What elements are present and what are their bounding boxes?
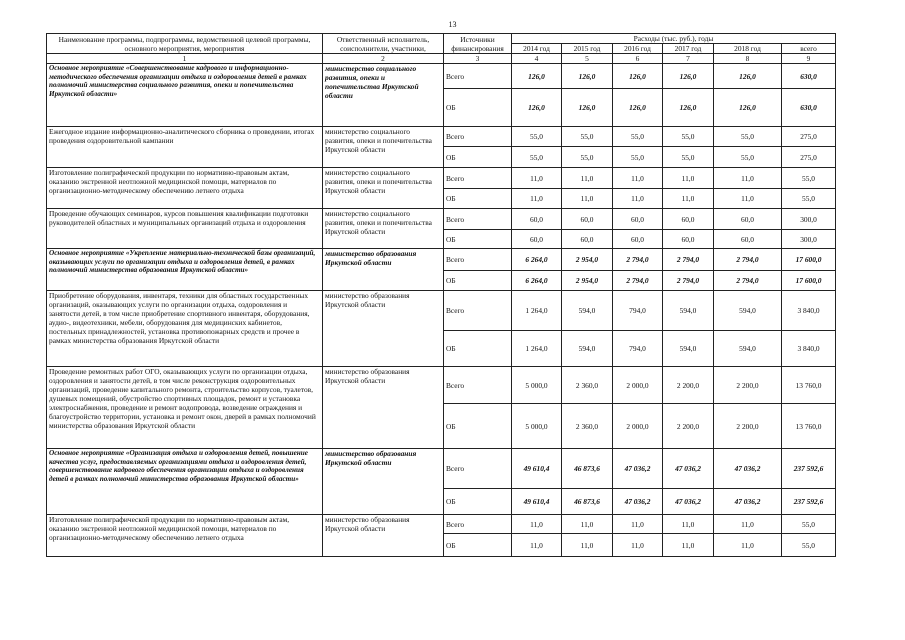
table-row: [47, 515, 836, 534]
year-value: 594,0: [663, 291, 714, 331]
total-value: 275,0: [782, 147, 836, 168]
table-row: [47, 449, 836, 489]
year-value: 11,0: [512, 189, 562, 209]
activity-name: Приобретение оборудования, инвентаря, техники для областных государственных организаций, оказывающих услуги по организации отдыха, оздоровления и занятости детей, в том числе приобретение спортивного инвентаря, оборудования, аудио-, видеотехники, мебели, оборудования для медицинских кабинетов, постельных принадлежностей, установка противопожарных средств и прочее в рамках министерства образования Иркутской области: [47, 291, 323, 367]
year-value: 47 036,2: [613, 449, 663, 489]
column-index-row: [47, 54, 836, 64]
header-row-top: [47, 34, 836, 44]
column-index: 5: [562, 54, 613, 64]
column-index: 7: [663, 54, 714, 64]
year-value: 11,0: [512, 168, 562, 189]
funding-source: Всего: [444, 64, 512, 89]
year-value: 2 954,0: [562, 249, 613, 271]
year-value: 60,0: [714, 209, 782, 230]
year-value: 60,0: [512, 209, 562, 230]
year-value: 126,0: [613, 89, 663, 127]
activity-name: Проведение обучающих семинаров, курсов повышения квалификации подготовки руководителей областных и муниципальных организаций отдыха и оздоровления: [47, 209, 323, 249]
year-value: 60,0: [613, 230, 663, 249]
executor: министерство образования Иркутской области: [323, 367, 444, 449]
year-value: 46 873,6: [562, 449, 613, 489]
header-year: 2017 год: [663, 44, 714, 54]
column-index: 9: [782, 54, 836, 64]
activity-name: Изготовление полиграфической продукции по нормативно-правовым актам, оказанию экстренной неотложной медицинской помощи, материалов по организационно-методическому обеспечению летнего отдыха: [47, 168, 323, 209]
year-value: 1 264,0: [512, 291, 562, 331]
year-value: 47 036,2: [714, 449, 782, 489]
year-value: 2 954,0: [562, 271, 613, 291]
year-value: 49 610,4: [512, 489, 562, 515]
year-value: 60,0: [613, 209, 663, 230]
year-value: 11,0: [663, 189, 714, 209]
funding-source: ОБ: [444, 331, 512, 367]
header-name: Наименование программы, подпрограммы, ведомственной целевой программы, основного мероприятия, мероприятия: [47, 34, 323, 54]
year-value: 47 036,2: [613, 489, 663, 515]
budget-table: [46, 33, 836, 557]
year-value: 11,0: [714, 515, 782, 534]
year-value: 11,0: [663, 168, 714, 189]
year-value: 11,0: [613, 515, 663, 534]
year-value: 2 200,0: [714, 404, 782, 449]
table-row: [47, 64, 836, 89]
funding-source: ОБ: [444, 534, 512, 557]
funding-source: ОБ: [444, 404, 512, 449]
executor: министерство образования Иркутской области: [323, 449, 444, 515]
year-value: 794,0: [613, 331, 663, 367]
year-value: 11,0: [613, 168, 663, 189]
year-value: 11,0: [663, 515, 714, 534]
total-value: 630,0: [782, 64, 836, 89]
funding-source: Всего: [444, 168, 512, 189]
activity-name: Проведение ремонтных работ ОГО, оказывающих услуги по организации отдыха, оздоровления и занятости детей, в том числе реконструкция оздоровительных организаций, проведение капитального ремонта, строительство корпусов, туалетов, душевых помещений, обустройство спортивных площадок, ремонт и установка электроснабжения, проведение и ремонт водопровода, возведение ограждения и благоустройство территории, установка и ремонт окон, дверей в рамках полномочий министерства образования Иркутской области: [47, 367, 323, 449]
year-value: 55,0: [562, 147, 613, 168]
header-executor: Ответственный исполнитель, соисполнители, участники,: [323, 34, 444, 54]
year-value: 126,0: [512, 89, 562, 127]
year-value: 126,0: [613, 64, 663, 89]
year-value: 47 036,2: [663, 449, 714, 489]
column-index: 4: [512, 54, 562, 64]
year-value: 46 873,6: [562, 489, 613, 515]
total-value: 630,0: [782, 89, 836, 127]
year-value: 2 200,0: [663, 367, 714, 404]
year-value: 47 036,2: [714, 489, 782, 515]
year-value: 2 000,0: [613, 367, 663, 404]
year-value: 594,0: [714, 291, 782, 331]
funding-source: Всего: [444, 449, 512, 489]
year-value: 126,0: [562, 64, 613, 89]
year-value: 55,0: [663, 127, 714, 147]
year-value: 11,0: [613, 534, 663, 557]
total-value: 275,0: [782, 127, 836, 147]
year-value: 594,0: [714, 331, 782, 367]
executor: министерство образования Иркутской области: [323, 515, 444, 557]
year-value: 49 610,4: [512, 449, 562, 489]
year-value: 2 794,0: [613, 249, 663, 271]
table-row: [47, 127, 836, 147]
page-number: 13: [448, 20, 457, 29]
total-value: 17 600,0: [782, 249, 836, 271]
year-value: 60,0: [512, 230, 562, 249]
table-row: [47, 209, 836, 230]
executor: министерство социального развития, опеки и попечительства Иркутской области: [323, 168, 444, 209]
header-total: всего: [782, 44, 836, 54]
total-value: 55,0: [782, 534, 836, 557]
funding-source: Всего: [444, 249, 512, 271]
funding-source: ОБ: [444, 89, 512, 127]
year-value: 2 794,0: [663, 249, 714, 271]
year-value: 6 264,0: [512, 271, 562, 291]
year-value: 11,0: [663, 534, 714, 557]
activity-name: Основное мероприятие «Организация отдыха и оздоровления детей, повышение качества услуг, предоставляемых организациями отдыха и оздоровления детей, совершенствование кадрового обеспечения организации отдыха и оздоровления детей в рамках полномочий министерства образования Иркутской области»: [47, 449, 323, 515]
total-value: 13 760,0: [782, 367, 836, 404]
funding-source: ОБ: [444, 271, 512, 291]
year-value: 126,0: [714, 89, 782, 127]
year-value: 11,0: [562, 515, 613, 534]
executor: министерство социального развития, опеки и попечительства Иркутской области: [323, 127, 444, 168]
table-row: [47, 168, 836, 189]
year-value: 2 794,0: [663, 271, 714, 291]
table-row: [47, 291, 836, 331]
total-value: 3 840,0: [782, 331, 836, 367]
year-value: 594,0: [562, 291, 613, 331]
year-value: 11,0: [562, 189, 613, 209]
year-value: 5 000,0: [512, 404, 562, 449]
table-row: [47, 367, 836, 404]
column-index: 6: [613, 54, 663, 64]
year-value: 60,0: [663, 230, 714, 249]
column-index: 3: [444, 54, 512, 64]
header-year: 2018 год: [714, 44, 782, 54]
year-value: 2 794,0: [714, 271, 782, 291]
year-value: 2 360,0: [562, 404, 613, 449]
year-value: 11,0: [512, 515, 562, 534]
funding-source: Всего: [444, 209, 512, 230]
year-value: 55,0: [613, 147, 663, 168]
activity-name: Изготовление полиграфической продукции по нормативно-правовым актам, оказанию экстренной неотложной медицинской помощи, материалов по организационно-методическому обеспечению летнего отдыха: [47, 515, 323, 557]
year-value: 47 036,2: [663, 489, 714, 515]
total-value: 55,0: [782, 168, 836, 189]
year-value: 55,0: [512, 147, 562, 168]
header-source: Источники финансирования: [444, 34, 512, 54]
year-value: 2 200,0: [663, 404, 714, 449]
column-index: 2: [323, 54, 444, 64]
funding-source: Всего: [444, 515, 512, 534]
header-year: 2016 год: [613, 44, 663, 54]
header-year: 2014 год: [512, 44, 562, 54]
funding-source: Всего: [444, 291, 512, 331]
executor: министерство социального развития, опеки и попечительства Иркутской области: [323, 64, 444, 127]
year-value: 594,0: [663, 331, 714, 367]
year-value: 2 794,0: [613, 271, 663, 291]
year-value: 794,0: [613, 291, 663, 331]
year-value: 126,0: [512, 64, 562, 89]
executor: министерство социального развития, опеки и попечительства Иркутской области: [323, 209, 444, 249]
total-value: 13 760,0: [782, 404, 836, 449]
total-value: 237 592,6: [782, 449, 836, 489]
year-value: 2 360,0: [562, 367, 613, 404]
total-value: 55,0: [782, 515, 836, 534]
year-value: 11,0: [562, 534, 613, 557]
total-value: 300,0: [782, 209, 836, 230]
year-value: 1 264,0: [512, 331, 562, 367]
activity-name: Основное мероприятие «Совершенствование кадрового и информационно-методического обеспечения организации отдыха и оздоровления детей в рамках полномочий министерства социального развития, опеки и попечительства Иркутской области»: [47, 64, 323, 127]
funding-source: ОБ: [444, 489, 512, 515]
year-value: 55,0: [562, 127, 613, 147]
year-value: 11,0: [714, 168, 782, 189]
header-year: 2015 год: [562, 44, 613, 54]
year-value: 2 200,0: [714, 367, 782, 404]
year-value: 11,0: [562, 168, 613, 189]
year-value: 55,0: [663, 147, 714, 168]
year-value: 60,0: [663, 209, 714, 230]
year-value: 2 000,0: [613, 404, 663, 449]
year-value: 55,0: [512, 127, 562, 147]
year-value: 594,0: [562, 331, 613, 367]
executor: министерство образования Иркутской области: [323, 291, 444, 367]
year-value: 6 264,0: [512, 249, 562, 271]
year-value: 55,0: [714, 127, 782, 147]
year-value: 126,0: [663, 64, 714, 89]
year-value: 2 794,0: [714, 249, 782, 271]
funding-source: ОБ: [444, 230, 512, 249]
year-value: 126,0: [663, 89, 714, 127]
activity-name: Основное мероприятие «Укрепление материально-технической базы организаций, оказывающих услуги по организации отдыха и оздоровления детей, в рамках полномочий министерства образования Иркутской области»: [47, 249, 323, 291]
year-value: 126,0: [714, 64, 782, 89]
total-value: 300,0: [782, 230, 836, 249]
year-value: 11,0: [613, 189, 663, 209]
year-value: 55,0: [613, 127, 663, 147]
year-value: 60,0: [562, 209, 613, 230]
total-value: 55,0: [782, 189, 836, 209]
year-value: 60,0: [562, 230, 613, 249]
funding-source: Всего: [444, 367, 512, 404]
executor: министерство образования Иркутской области: [323, 249, 444, 291]
year-value: 5 000,0: [512, 367, 562, 404]
funding-source: ОБ: [444, 189, 512, 209]
total-value: 17 600,0: [782, 271, 836, 291]
column-index: 8: [714, 54, 782, 64]
year-value: 11,0: [714, 534, 782, 557]
year-value: 11,0: [512, 534, 562, 557]
total-value: 3 840,0: [782, 291, 836, 331]
column-index: 1: [47, 54, 323, 64]
year-value: 126,0: [562, 89, 613, 127]
activity-name: Ежегодное издание информационно-аналитического сборника о проведении, итогах проведения оздоровительной кампании: [47, 127, 323, 168]
table-row: [47, 249, 836, 271]
year-value: 55,0: [714, 147, 782, 168]
total-value: 237 592,6: [782, 489, 836, 515]
header-expenses: Расходы (тыс. руб.), годы: [512, 34, 836, 44]
year-value: 60,0: [714, 230, 782, 249]
funding-source: ОБ: [444, 147, 512, 168]
funding-source: Всего: [444, 127, 512, 147]
year-value: 11,0: [714, 189, 782, 209]
